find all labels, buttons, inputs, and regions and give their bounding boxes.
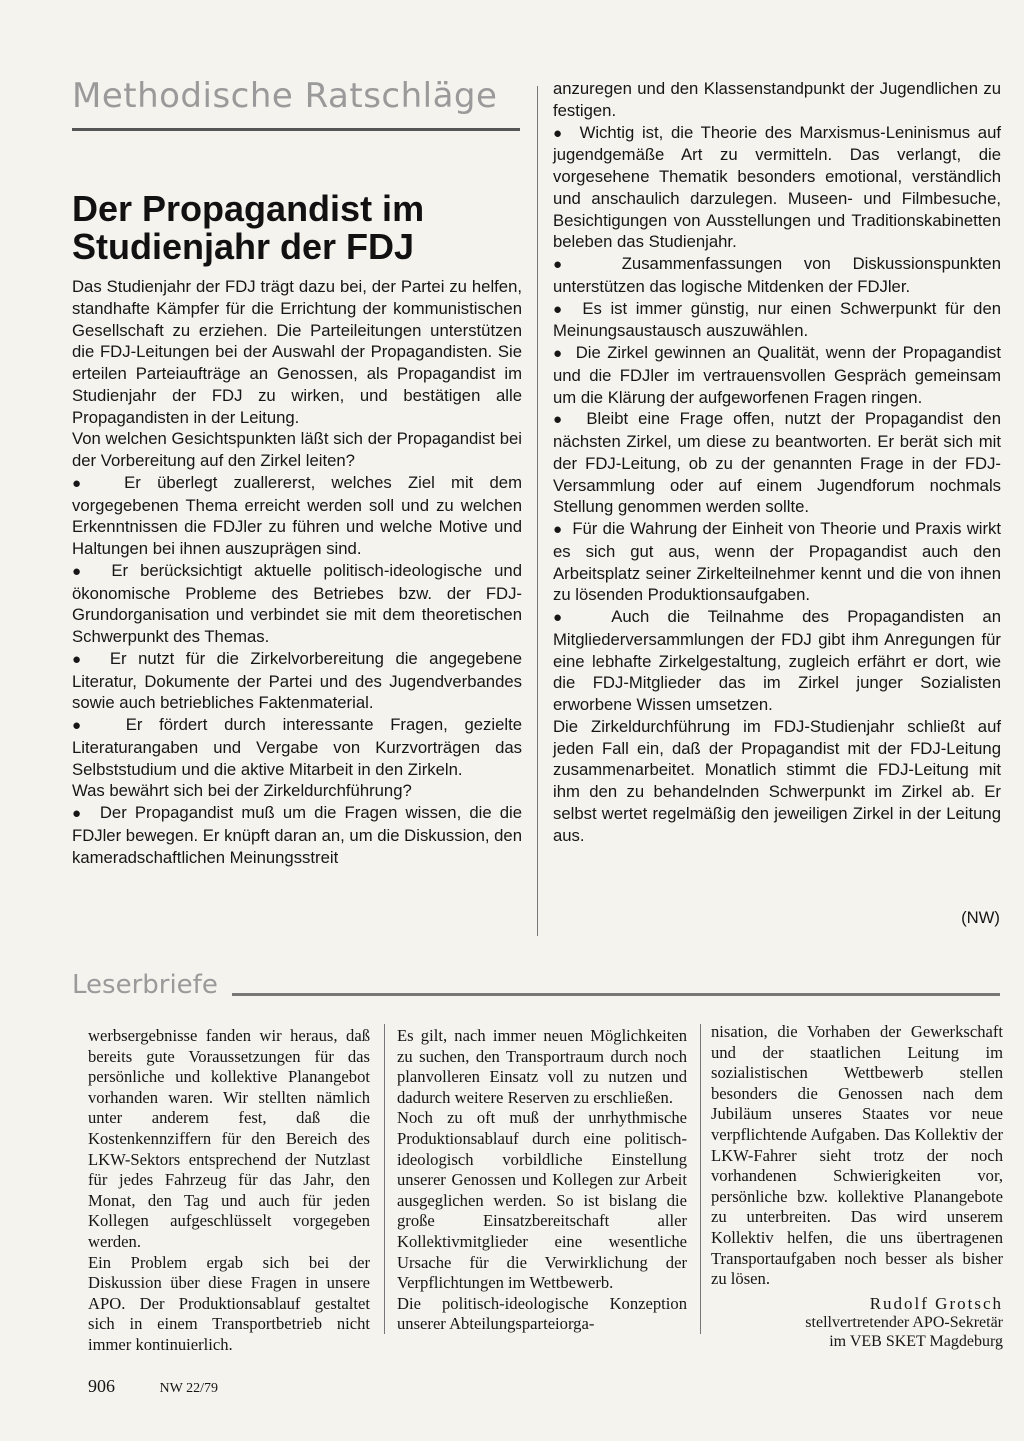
bullet-paragraph: ● Es ist immer günstig, nur einen Schwerpunkt für den Meinungsaustausch auszuwählen.	[553, 298, 1001, 343]
issue-label: NW 22/79	[159, 1381, 218, 1396]
bullet-paragraph: ● Wichtig ist, die Theorie des Marxismus-Leninismus auf jugendgemäße Art zu vermitteln. Das verlangt, die vorgesehene Thematik besonders emotional, verständlich und anschaulich darzulegen. Museen- und Filmbesuche, Besichtigungen von Ausstellungen und Traditionskabinetten beleben das Studienjahr.	[553, 122, 1001, 254]
paragraph: werbsergebnisse fanden wir heraus, daß bereits gute Voraussetzungen für das persönliche und kollektive Planangebot vorhanden waren. Wir stellten nämlich unter anderem fest, daß die Kostenkennziffern für den Bereich des LKW-Sektors entsprechend der Nutzlast für jedes Fahrzeug für das Jahr, den Monat, den Tag und auch für jeden Kollegen aufgeschlüsselt vorgegeben werden.	[88, 1026, 370, 1251]
letter-author	[711, 1294, 1003, 1351]
bullet-paragraph: ● Die Zirkel gewinnen an Qualität, wenn der Propagandist und die FDJler im vertrauensvollen Gespräch gemeinsam um die Klärung der aufgeworfenen Fragen ringen.	[553, 342, 1001, 408]
article-signature: (NW)	[961, 908, 1000, 927]
kicker-rule	[72, 128, 520, 131]
bullet-paragraph: ● Bleibt eine Frage offen, nutzt der Propagandist den nächsten Zirkel, um diese zu beantworten. Er berät sich mit der FDJ-Leitung, ob zu der genannten Frage in der FDJ-Versammlung oder auf einem Jugendforum nochmals Stellung genommen werden sollte.	[553, 408, 1001, 518]
paragraph: Es gilt, nach immer neuen Möglichkeiten zu suchen, den Transportraum durch noch planvolleren Einsatz voll zu nutzen und dadurch weitere Reserven zu erschließen.	[397, 1026, 687, 1107]
author-role: stellvertretender APO-Sekretär	[805, 1314, 1003, 1331]
paragraph: Die Zirkeldurchführung im FDJ-Studienjahr schließt auf jeden Fall ein, daß der Propagandist mit der FDJ-Leitung zusammenarbeitet. Monatlich stimmt die FDJ-Leitung mit ihm den zu behandelnden Schwerpunkt im Zirkel ab. Er selbst wertet regelmäßig den jeweiligen Zirkel in der Leitung aus.	[553, 716, 1001, 845]
paragraph: Von welchen Gesichtspunkten läßt sich der Propagandist bei der Vorbereitung auf den Zirkel leiten?	[72, 429, 522, 470]
page-footer	[88, 1376, 218, 1397]
section-kicker: Methodische Ratschläge	[72, 76, 498, 116]
bullet-paragraph: ● Er nutzt für die Zirkelvorbereitung die angegebene Literatur, Dokumente der Partei und des Jugendverbandes sowie auch betriebliches Faktenmaterial.	[72, 648, 522, 714]
column-divider	[700, 1024, 701, 1334]
bullet-paragraph: ● Auch die Teilnahme des Propagandisten an Mitgliederversammlungen der FDJ gibt ihm Anregungen für eine lebhafte Zirkelgestaltung, zugleich erfährt er dort, wie die FDJ-Mitglieder das im Zirkel junger Sozialisten erworbene Wissen umsetzen.	[553, 606, 1001, 716]
paragraph: Das Studienjahr der FDJ trägt dazu bei, der Partei zu helfen, standhafte Kämpfer für die Errichtung der kommunistischen Gesellschaft zu erziehen. Die Parteileitungen unterstützen die FDJ-Leitungen bei der Auswahl der Propagandisten. Sie erteilen Parteiaufträge an Genossen, als Propagandist im Studienjahr der FDJ zu wirken, und bestätigen alle Propagandisten in der Leitung.	[72, 277, 522, 427]
paragraph: nisation, die Vorhaben der Gewerkschaft und der staatlichen Leitung im sozialistischen Wettbewerb stellen besonders die Genossen nach dem Jubiläum unseres Staates vor neue verpflichtende Aufgaben. Das Kollektiv der LKW-Fahrer sieht trotz der noch vorhandenen Schwierigkeiten vor, persönliche bzw. kollektive Planangebote zu unterbreiten. Das wird unserem Kollektiv helfen, die uns übertragenen Transportaufgaben noch besser als bisher zu lösen.	[711, 1022, 1003, 1289]
article-headline: Der Propagandist im Studienjahr der FDJ	[72, 188, 425, 267]
bullet-paragraph: ● Der Propagandist muß um die Fragen wissen, die die FDJler bewegen. Er knüpft daran an, um die Diskussion, den kameradschaftlichen Meinungsstreit	[72, 802, 522, 868]
column-divider	[537, 86, 538, 936]
author-org: im VEB SKET Magdeburg	[829, 1333, 1003, 1350]
letter-column-2	[397, 1026, 687, 1335]
article-column-left	[72, 276, 522, 868]
paragraph: Was bewährt sich bei der Zirkeldurchführung?	[72, 781, 412, 801]
bullet-paragraph: ● Er fördert durch interessante Fragen, gezielte Literaturangaben und Vergabe von Kurzvorträgen das Selbststudium und die aktive Mitarbeit in den Zirkeln.	[72, 714, 522, 780]
article-column-right	[553, 78, 1001, 846]
page-number: 906	[88, 1376, 115, 1396]
column-divider	[384, 1024, 385, 1334]
author-name: Rudolf Grotsch	[869, 1294, 1003, 1313]
bullet-paragraph: ● Zusammenfassungen von Diskussionspunkten unterstützen das logische Mitdenken der FDJler.	[553, 253, 1001, 298]
section-rule	[232, 993, 1000, 996]
paragraph: Die politisch-ideologische Konzeption unserer Abteilungsparteiorga-	[397, 1293, 687, 1334]
bullet-paragraph: ● Für die Wahrung der Einheit von Theorie und Praxis wirkt es sich gut aus, wenn der Propagandist auch den Arbeitsplatz seiner Zirkelteilnehmer kennt und die von ihnen zu lösenden Produktionsaufgaben.	[553, 518, 1001, 606]
letter-column-1	[88, 1026, 370, 1356]
paragraph: Ein Problem ergab sich bei der Diskussion über diese Fragen in unsere APO. Der Produktionsablauf gestaltet sich in einem Transportbetrieb nicht immer kontinuierlich.	[88, 1252, 370, 1354]
bullet-paragraph: ● Er überlegt zuallererst, welches Ziel mit dem vorgegebenen Thema erreicht werden soll und zu welchen Erkenntnissen die FDJler zu führen und welche Motive und Haltungen bei ihnen auszuprägen sind.	[72, 472, 522, 560]
bullet-paragraph: ● Er berücksichtigt aktuelle politisch-ideologische und ökonomische Probleme des Betriebes bzw. der FDJ-Grundorganisation und verbindet sie mit dem theoretischen Schwerpunkt des Themas.	[72, 560, 522, 648]
paragraph: Noch zu oft muß der unrhythmische Produktionsablauf durch eine politisch-ideologisch vorbildliche Einstellung unserer Genossen und Kollegen zur Arbeit ausgeglichen werden. So ist bislang die große Einsatzbereitschaft aller Kollektivmitglieder eine wesentliche Ursache für die Verwirklichung der Verpflichtungen im Wettbewerb.	[397, 1108, 687, 1293]
letter-column-3	[711, 1022, 1003, 1290]
section-title-leserbriefe: Leserbriefe	[72, 970, 218, 1000]
paragraph: anzuregen und den Klassenstandpunkt der Jugendlichen zu festigen.	[553, 79, 1001, 120]
